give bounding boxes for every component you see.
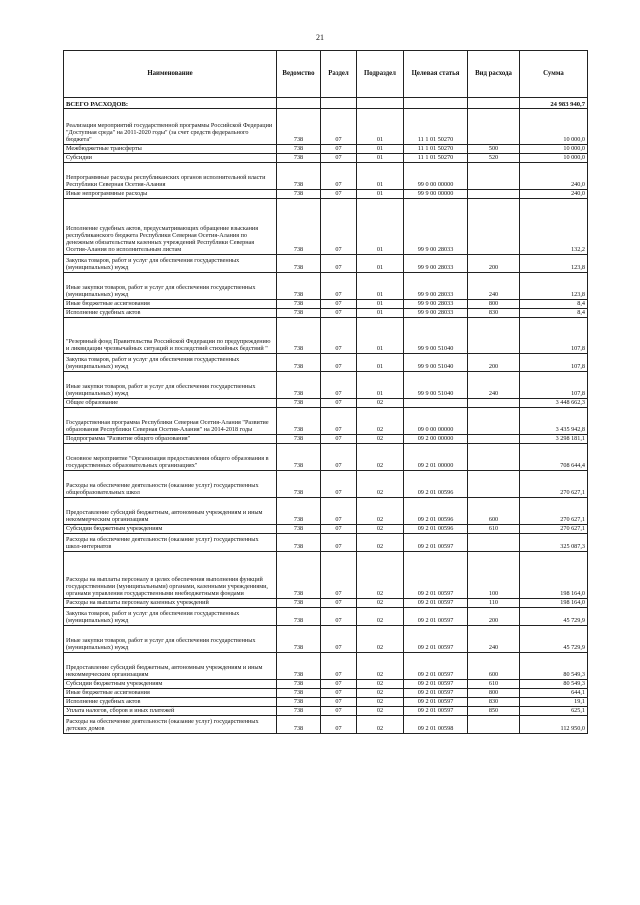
table-row <box>64 698 588 707</box>
cell-dept: 738 <box>277 599 321 608</box>
cell-target: 99 9 00 51040 <box>404 372 468 399</box>
table-row <box>64 109 588 145</box>
cell-section: 07 <box>321 626 357 653</box>
cell-target <box>404 98 468 109</box>
cell-section: 07 <box>321 435 357 444</box>
cell-dept: 738 <box>277 399 321 408</box>
cell-target: 11 1 01 50270 <box>404 145 468 154</box>
cell-dept: 738 <box>277 608 321 626</box>
cell-exptype <box>468 109 520 145</box>
cell-target: 09 2 01 00597 <box>404 608 468 626</box>
table-row <box>64 154 588 163</box>
cell-dept: 738 <box>277 255 321 273</box>
cell-dept: 738 <box>277 552 321 599</box>
cell-sum: 325 087,3 <box>520 534 588 552</box>
cell-subsection: 01 <box>357 372 404 399</box>
cell-name: Исполнение судебных актов, предусматривающих обращение взыскания республиканского бюджета Республики Северная Осетия-Алания по денежным обязательствам казенных учреждений Республики Северная Осетия-Алания по исполнительным листам <box>64 199 277 255</box>
cell-name: Общее образование <box>64 399 277 408</box>
cell-sum: 644,1 <box>520 689 588 698</box>
cell-target: 09 2 01 00596 <box>404 471 468 498</box>
cell-exptype: 100 <box>468 552 520 599</box>
cell-target <box>404 399 468 408</box>
header-section: Раздел <box>321 51 357 98</box>
cell-section: 07 <box>321 698 357 707</box>
cell-exptype: 800 <box>468 689 520 698</box>
cell-subsection <box>357 98 404 109</box>
cell-sum: 123,8 <box>520 273 588 300</box>
table-row <box>64 435 588 444</box>
cell-dept <box>277 98 321 109</box>
cell-name: Непрограммные расходы республиканских органов исполнительной власти Республики Северная Осетия-Алания <box>64 163 277 190</box>
cell-exptype <box>468 98 520 109</box>
cell-section: 07 <box>321 199 357 255</box>
cell-dept: 738 <box>277 309 321 318</box>
cell-subsection: 02 <box>357 653 404 680</box>
table-row <box>64 408 588 435</box>
cell-sum: 10 000,0 <box>520 145 588 154</box>
cell-exptype: 600 <box>468 498 520 525</box>
cell-subsection: 02 <box>357 525 404 534</box>
cell-dept: 738 <box>277 372 321 399</box>
cell-subsection: 01 <box>357 300 404 309</box>
cell-section: 07 <box>321 300 357 309</box>
cell-target: 99 9 00 28033 <box>404 309 468 318</box>
table-row <box>64 190 588 199</box>
cell-sum: 240,0 <box>520 190 588 199</box>
cell-subsection: 01 <box>357 273 404 300</box>
cell-name: Подпрограмма "Развитие общего образования" <box>64 435 277 444</box>
table-row <box>64 552 588 599</box>
table-row <box>64 444 588 471</box>
cell-exptype <box>468 399 520 408</box>
cell-name: "Резервный фонд Правительства Российской Федерации по предупреждению и ликвидации чрезвычайных ситуаций и последствий стихийных бедствий " <box>64 318 277 354</box>
cell-section: 07 <box>321 318 357 354</box>
cell-section: 07 <box>321 109 357 145</box>
cell-name: Закупка товаров, работ и услуг для обеспечения государственных (муниципальных) нужд <box>64 255 277 273</box>
cell-name: Расходы на обеспечение деятельности (оказание услуг) государственных детских домов <box>64 716 277 734</box>
cell-exptype <box>468 716 520 734</box>
cell-name: Иные закупки товаров, работ и услуг для обеспечения государственных (муниципальных) нужд <box>64 372 277 399</box>
cell-name: Субсидии бюджетным учреждениям <box>64 680 277 689</box>
cell-section: 07 <box>321 255 357 273</box>
cell-subsection: 01 <box>357 199 404 255</box>
cell-subsection: 01 <box>357 154 404 163</box>
cell-exptype <box>468 471 520 498</box>
header-subsection: Подраздел <box>357 51 404 98</box>
cell-exptype: 610 <box>468 525 520 534</box>
cell-sum: 198 164,0 <box>520 599 588 608</box>
table-row <box>64 534 588 552</box>
cell-dept: 738 <box>277 471 321 498</box>
cell-dept: 738 <box>277 273 321 300</box>
cell-dept: 738 <box>277 163 321 190</box>
cell-sum: 107,8 <box>520 354 588 372</box>
cell-target: 99 9 00 00000 <box>404 190 468 199</box>
table-row <box>64 255 588 273</box>
cell-section: 07 <box>321 154 357 163</box>
cell-exptype: 600 <box>468 653 520 680</box>
cell-target: 09 2 01 00596 <box>404 498 468 525</box>
table-row <box>64 653 588 680</box>
cell-section: 07 <box>321 471 357 498</box>
cell-subsection: 02 <box>357 626 404 653</box>
cell-dept: 738 <box>277 525 321 534</box>
cell-dept: 738 <box>277 680 321 689</box>
header-dept: Ведомство <box>277 51 321 98</box>
cell-target: 09 2 01 00597 <box>404 680 468 689</box>
cell-section: 07 <box>321 689 357 698</box>
cell-exptype: 800 <box>468 300 520 309</box>
cell-dept: 738 <box>277 408 321 435</box>
cell-exptype <box>468 163 520 190</box>
table-row <box>64 300 588 309</box>
table-body <box>64 98 588 734</box>
table-row <box>64 498 588 525</box>
cell-section <box>321 98 357 109</box>
table-row <box>64 309 588 318</box>
cell-subsection: 02 <box>357 698 404 707</box>
header-exptype: Вид расхода <box>468 51 520 98</box>
cell-dept: 738 <box>277 300 321 309</box>
header-sum: Сумма <box>520 51 588 98</box>
table-row <box>64 372 588 399</box>
cell-section: 07 <box>321 408 357 435</box>
cell-subsection: 02 <box>357 680 404 689</box>
table-row <box>64 707 588 716</box>
cell-section: 07 <box>321 354 357 372</box>
cell-section: 07 <box>321 552 357 599</box>
cell-exptype: 520 <box>468 154 520 163</box>
cell-exptype: 830 <box>468 698 520 707</box>
cell-dept: 738 <box>277 154 321 163</box>
cell-subsection: 02 <box>357 471 404 498</box>
cell-target: 99 9 00 51040 <box>404 354 468 372</box>
cell-target: 09 2 01 00597 <box>404 626 468 653</box>
cell-sum: 3 298 181,1 <box>520 435 588 444</box>
table-row <box>64 163 588 190</box>
cell-exptype: 500 <box>468 145 520 154</box>
cell-section: 07 <box>321 399 357 408</box>
cell-target: 09 2 01 00598 <box>404 716 468 734</box>
cell-subsection: 01 <box>357 109 404 145</box>
cell-sum: 45 729,9 <box>520 608 588 626</box>
cell-exptype <box>468 199 520 255</box>
cell-target: 11 1 01 50270 <box>404 109 468 145</box>
cell-exptype <box>468 408 520 435</box>
cell-subsection: 01 <box>357 255 404 273</box>
cell-target: 99 0 00 00000 <box>404 163 468 190</box>
cell-name: Закупка товаров, работ и услуг для обеспечения государственных (муниципальных) нужд <box>64 354 277 372</box>
cell-subsection: 01 <box>357 354 404 372</box>
cell-dept: 738 <box>277 190 321 199</box>
cell-name: Иные бюджетные ассигнования <box>64 300 277 309</box>
cell-exptype: 830 <box>468 309 520 318</box>
cell-section: 07 <box>321 190 357 199</box>
cell-subsection: 02 <box>357 716 404 734</box>
cell-name: Уплата налогов, сборов и иных платежей <box>64 707 277 716</box>
cell-exptype: 240 <box>468 372 520 399</box>
table-row <box>64 599 588 608</box>
cell-subsection: 01 <box>357 190 404 199</box>
cell-subsection: 01 <box>357 309 404 318</box>
table-row <box>64 689 588 698</box>
cell-sum: 240,0 <box>520 163 588 190</box>
cell-subsection: 01 <box>357 145 404 154</box>
cell-dept: 738 <box>277 626 321 653</box>
cell-target: 09 2 01 00597 <box>404 653 468 680</box>
cell-dept: 738 <box>277 318 321 354</box>
header-target: Целевая статья <box>404 51 468 98</box>
cell-name: Субсидии <box>64 154 277 163</box>
cell-subsection: 01 <box>357 163 404 190</box>
table-row <box>64 98 588 109</box>
cell-name: Государственная программа Республики Северная Осетия-Алания "Развитие образования Республики Северная Осетия-Алания" на 2014-2018 годы <box>64 408 277 435</box>
cell-dept: 738 <box>277 444 321 471</box>
cell-section: 07 <box>321 716 357 734</box>
cell-name: Предоставление субсидий бюджетным, автономным учреждениям и иным некоммерческим организациям <box>64 653 277 680</box>
cell-subsection: 02 <box>357 435 404 444</box>
cell-sum: 270 627,1 <box>520 498 588 525</box>
cell-dept: 738 <box>277 653 321 680</box>
cell-name: Межбюджетные трансферты <box>64 145 277 154</box>
cell-target: 99 9 00 28033 <box>404 199 468 255</box>
table-row <box>64 273 588 300</box>
cell-sum: 80 549,3 <box>520 653 588 680</box>
cell-dept: 738 <box>277 534 321 552</box>
cell-exptype: 200 <box>468 608 520 626</box>
cell-section: 07 <box>321 680 357 689</box>
cell-dept: 738 <box>277 707 321 716</box>
cell-section: 07 <box>321 608 357 626</box>
cell-name: Расходы на обеспечение деятельности (оказание услуг) государственных школ-интернатов <box>64 534 277 552</box>
cell-target: 09 2 01 00000 <box>404 444 468 471</box>
cell-exptype <box>468 534 520 552</box>
cell-section: 07 <box>321 273 357 300</box>
cell-exptype: 240 <box>468 626 520 653</box>
cell-exptype: 850 <box>468 707 520 716</box>
cell-section: 07 <box>321 599 357 608</box>
cell-sum: 3 448 662,3 <box>520 399 588 408</box>
cell-name: Субсидии бюджетным учреждениям <box>64 525 277 534</box>
table-header-row <box>64 51 588 98</box>
cell-target: 99 9 00 28033 <box>404 273 468 300</box>
cell-target: 99 9 00 28033 <box>404 255 468 273</box>
cell-subsection: 02 <box>357 608 404 626</box>
cell-subsection: 02 <box>357 689 404 698</box>
cell-target: 09 2 01 00597 <box>404 599 468 608</box>
cell-dept: 738 <box>277 435 321 444</box>
cell-dept: 738 <box>277 199 321 255</box>
cell-target: 11 1 01 50270 <box>404 154 468 163</box>
cell-exptype <box>468 444 520 471</box>
cell-dept: 738 <box>277 109 321 145</box>
cell-dept: 738 <box>277 716 321 734</box>
cell-sum: 24 983 940,7 <box>520 98 588 109</box>
cell-section: 07 <box>321 653 357 680</box>
cell-subsection: 02 <box>357 534 404 552</box>
budget-table <box>63 50 588 734</box>
cell-target: 99 9 00 28033 <box>404 300 468 309</box>
cell-sum: 3 435 942,8 <box>520 408 588 435</box>
cell-exptype <box>468 435 520 444</box>
table-row <box>64 716 588 734</box>
cell-target: 09 0 00 00000 <box>404 408 468 435</box>
cell-name: Исполнение судебных актов <box>64 698 277 707</box>
cell-name: ВСЕГО РАСХОДОВ: <box>64 98 277 109</box>
cell-section: 07 <box>321 444 357 471</box>
cell-target: 09 2 00 00000 <box>404 435 468 444</box>
cell-subsection: 02 <box>357 552 404 599</box>
cell-name: Исполнение судебных актов <box>64 309 277 318</box>
cell-sum: 112 950,0 <box>520 716 588 734</box>
cell-exptype <box>468 190 520 199</box>
cell-dept: 738 <box>277 498 321 525</box>
cell-section: 07 <box>321 145 357 154</box>
table-row <box>64 399 588 408</box>
cell-section: 07 <box>321 525 357 534</box>
cell-name: Иные бюджетные ассигнования <box>64 689 277 698</box>
cell-name: Расходы на выплаты персоналу казенных учреждений <box>64 599 277 608</box>
table-row <box>64 318 588 354</box>
cell-sum: 45 729,9 <box>520 626 588 653</box>
cell-exptype: 240 <box>468 273 520 300</box>
table-row <box>64 525 588 534</box>
cell-section: 07 <box>321 163 357 190</box>
cell-section: 07 <box>321 372 357 399</box>
cell-sum: 123,8 <box>520 255 588 273</box>
table-row <box>64 608 588 626</box>
cell-sum: 8,4 <box>520 300 588 309</box>
cell-exptype: 610 <box>468 680 520 689</box>
cell-name: Закупка товаров, работ и услуг для обеспечения государственных (муниципальных) нужд <box>64 608 277 626</box>
cell-subsection: 02 <box>357 399 404 408</box>
cell-sum: 708 644,4 <box>520 444 588 471</box>
cell-subsection: 02 <box>357 408 404 435</box>
cell-sum: 10 000,0 <box>520 154 588 163</box>
cell-target: 09 2 01 00597 <box>404 698 468 707</box>
cell-subsection: 02 <box>357 444 404 471</box>
header-name: Наименование <box>64 51 277 98</box>
cell-target: 09 2 01 00597 <box>404 534 468 552</box>
cell-subsection: 02 <box>357 707 404 716</box>
cell-sum: 198 164,0 <box>520 552 588 599</box>
cell-sum: 270 627,1 <box>520 525 588 534</box>
cell-sum: 132,2 <box>520 199 588 255</box>
page-number: 21 <box>316 33 324 42</box>
cell-name: Иные непрограммные расходы <box>64 190 277 199</box>
cell-name: Иные закупки товаров, работ и услуг для обеспечения государственных (муниципальных) нужд <box>64 626 277 653</box>
cell-sum: 107,8 <box>520 318 588 354</box>
cell-dept: 738 <box>277 145 321 154</box>
cell-sum: 270 627,1 <box>520 471 588 498</box>
cell-dept: 738 <box>277 354 321 372</box>
cell-sum: 80 549,3 <box>520 680 588 689</box>
table-row <box>64 354 588 372</box>
cell-sum: 107,8 <box>520 372 588 399</box>
cell-subsection: 02 <box>357 599 404 608</box>
cell-target: 09 2 01 00597 <box>404 552 468 599</box>
cell-name: Предоставление субсидий бюджетным, автономным учреждениям и иным некоммерческим организациям <box>64 498 277 525</box>
cell-section: 07 <box>321 309 357 318</box>
cell-name: Реализация мероприятий государственной программы Российской Федерации "Доступная среда" на 2011-2020 годы" (за счет средств федерального бюджета" <box>64 109 277 145</box>
cell-subsection: 01 <box>357 318 404 354</box>
cell-name: Основное мероприятие "Организация предоставления общего образования в государственных образовательных организациях" <box>64 444 277 471</box>
cell-exptype: 110 <box>468 599 520 608</box>
cell-sum: 625,1 <box>520 707 588 716</box>
cell-section: 07 <box>321 707 357 716</box>
cell-exptype <box>468 318 520 354</box>
cell-name: Расходы на обеспечение деятельности (оказание услуг) государственных общеобразовательных школ <box>64 471 277 498</box>
cell-dept: 738 <box>277 698 321 707</box>
table-row <box>64 626 588 653</box>
cell-target: 99 9 00 51040 <box>404 318 468 354</box>
cell-section: 07 <box>321 498 357 525</box>
cell-target: 09 2 01 00597 <box>404 707 468 716</box>
cell-target: 09 2 01 00596 <box>404 525 468 534</box>
cell-exptype: 200 <box>468 354 520 372</box>
table-row <box>64 471 588 498</box>
cell-sum: 8,4 <box>520 309 588 318</box>
table-row <box>64 199 588 255</box>
cell-section: 07 <box>321 534 357 552</box>
cell-exptype: 200 <box>468 255 520 273</box>
cell-dept: 738 <box>277 689 321 698</box>
cell-subsection: 02 <box>357 498 404 525</box>
cell-target: 09 2 01 00597 <box>404 689 468 698</box>
table-row <box>64 145 588 154</box>
cell-sum: 10 000,0 <box>520 109 588 145</box>
table-row <box>64 680 588 689</box>
cell-sum: 19,1 <box>520 698 588 707</box>
cell-name: Иные закупки товаров, работ и услуг для обеспечения государственных (муниципальных) нужд <box>64 273 277 300</box>
cell-name: Расходы на выплаты персоналу в целях обеспечения выполнения функций государственными (муниципальными) органами, казенными учреждениями, органами управления государственными внебюджетными фондами <box>64 552 277 599</box>
